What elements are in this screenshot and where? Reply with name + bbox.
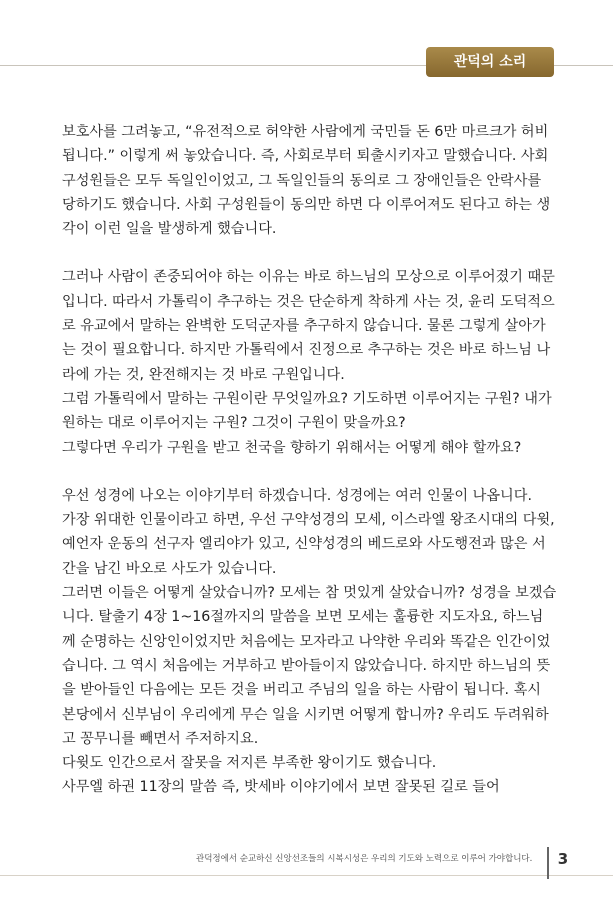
- paragraph: 우선 성경에 나오는 이야기부터 하겠습니다. 성경에는 여러 인물이 나옵니다.: [62, 487, 532, 504]
- paragraph: 그렇다면 우리가 구원을 받고 천국을 향하기 위해서는 어떻게 해야 할까요?: [62, 439, 522, 456]
- paragraph: 보호사를 그려놓고, “유전적으로 허약한 사람에게 국민들 돈 6만 마르크가 허비됩니다.” 이렇게 써 놓았습니다. 즉, 사회로부터 퇴출시키자고 말했습니다. 사회구성원들은 모두 독일인이었고, 그 독일인들의 동의로 그 장애인들은 안락사를 당하기도 했습니다. 사회 구성원들이 동의만 하면 다 이루어져도 된다고 하는 생각이 이런 일을 발생하게 했습니다.: [62, 124, 551, 238]
- footer-rule: [0, 875, 613, 876]
- page-number: 3: [557, 850, 569, 868]
- paragraph: 사무엘 하권 11장의 말씀 즉, 밧세바 이야기에서 보면 잘못된 길로 들어: [62, 779, 500, 796]
- paragraph: 그럼 가톨릭에서 말하는 구원이란 무엇일까요? 기도하면 이루어지는 구원? 내가 원하는 대로 이루어지는 구원? 그것이 구원이 맞을까요?: [62, 390, 552, 432]
- paragraph: 다윗도 인간으로서 잘못을 저지른 부족한 왕이기도 했습니다.: [62, 755, 437, 772]
- paragraph: 그러면 이들은 어떻게 살았습니까? 모세는 참 멋있게 살았습니까? 성경을 보겠습니다. 탈출기 4장 1~16절까지의 말씀을 보면 모세는 훌륭한 지도자요, 하느님께 순명하는 신앙인이었지만 처음에는 모자라고 나약한 우리와 똑같은 인간이었습니다. 그 역시 처음에는 거부하고 받아들이지 않았습니다. 하지만 하느님의 뜻을 받아들인 다음에는 모든 것을 버리고 주님의 일을 하는 사람이 됩니다. 혹시 본당에서 신부님이 우리에게 무슨 일을 시키면 어떻게 합니까? 우리도 두려워하고 꽁무니를 빼면서 주저하지요.: [62, 585, 557, 747]
- page-number-separator: [547, 847, 549, 879]
- article-body: [62, 120, 557, 800]
- footer-slogan: 관덕정에서 순교하신 신앙선조들의 시복시성은 우리의 기도와 노력으로 이루어 가야합니다.: [196, 854, 533, 864]
- paragraph: 그러나 사람이 존중되어야 하는 이유는 바로 하느님의 모상으로 이루어졌기 때문입니다. 따라서 가톨릭이 추구하는 것은 단순하게 착하게 사는 것, 윤리 도덕적으로 유교에서 말하는 완벽한 도덕군자를 추구하지 않습니다. 물론 그렇게 살아가는 것이 필요합니다. 하지만 가톨릭에서 진정으로 추구하는 것은 바로 하느님 나라에 가는 것, 완전해지는 것 바로 구원입니다.: [62, 269, 555, 383]
- section-tab: 관덕의 소리: [426, 47, 554, 77]
- paragraph: 가장 위대한 인물이라고 하면, 우선 구약성경의 모세, 이스라엘 왕조시대의 다윗, 예언자 운동의 선구자 엘리야가 있고, 신약성경의 베드로와 사도행전과 많은 서간을 남긴 바오로 사도가 있습니다.: [62, 512, 555, 577]
